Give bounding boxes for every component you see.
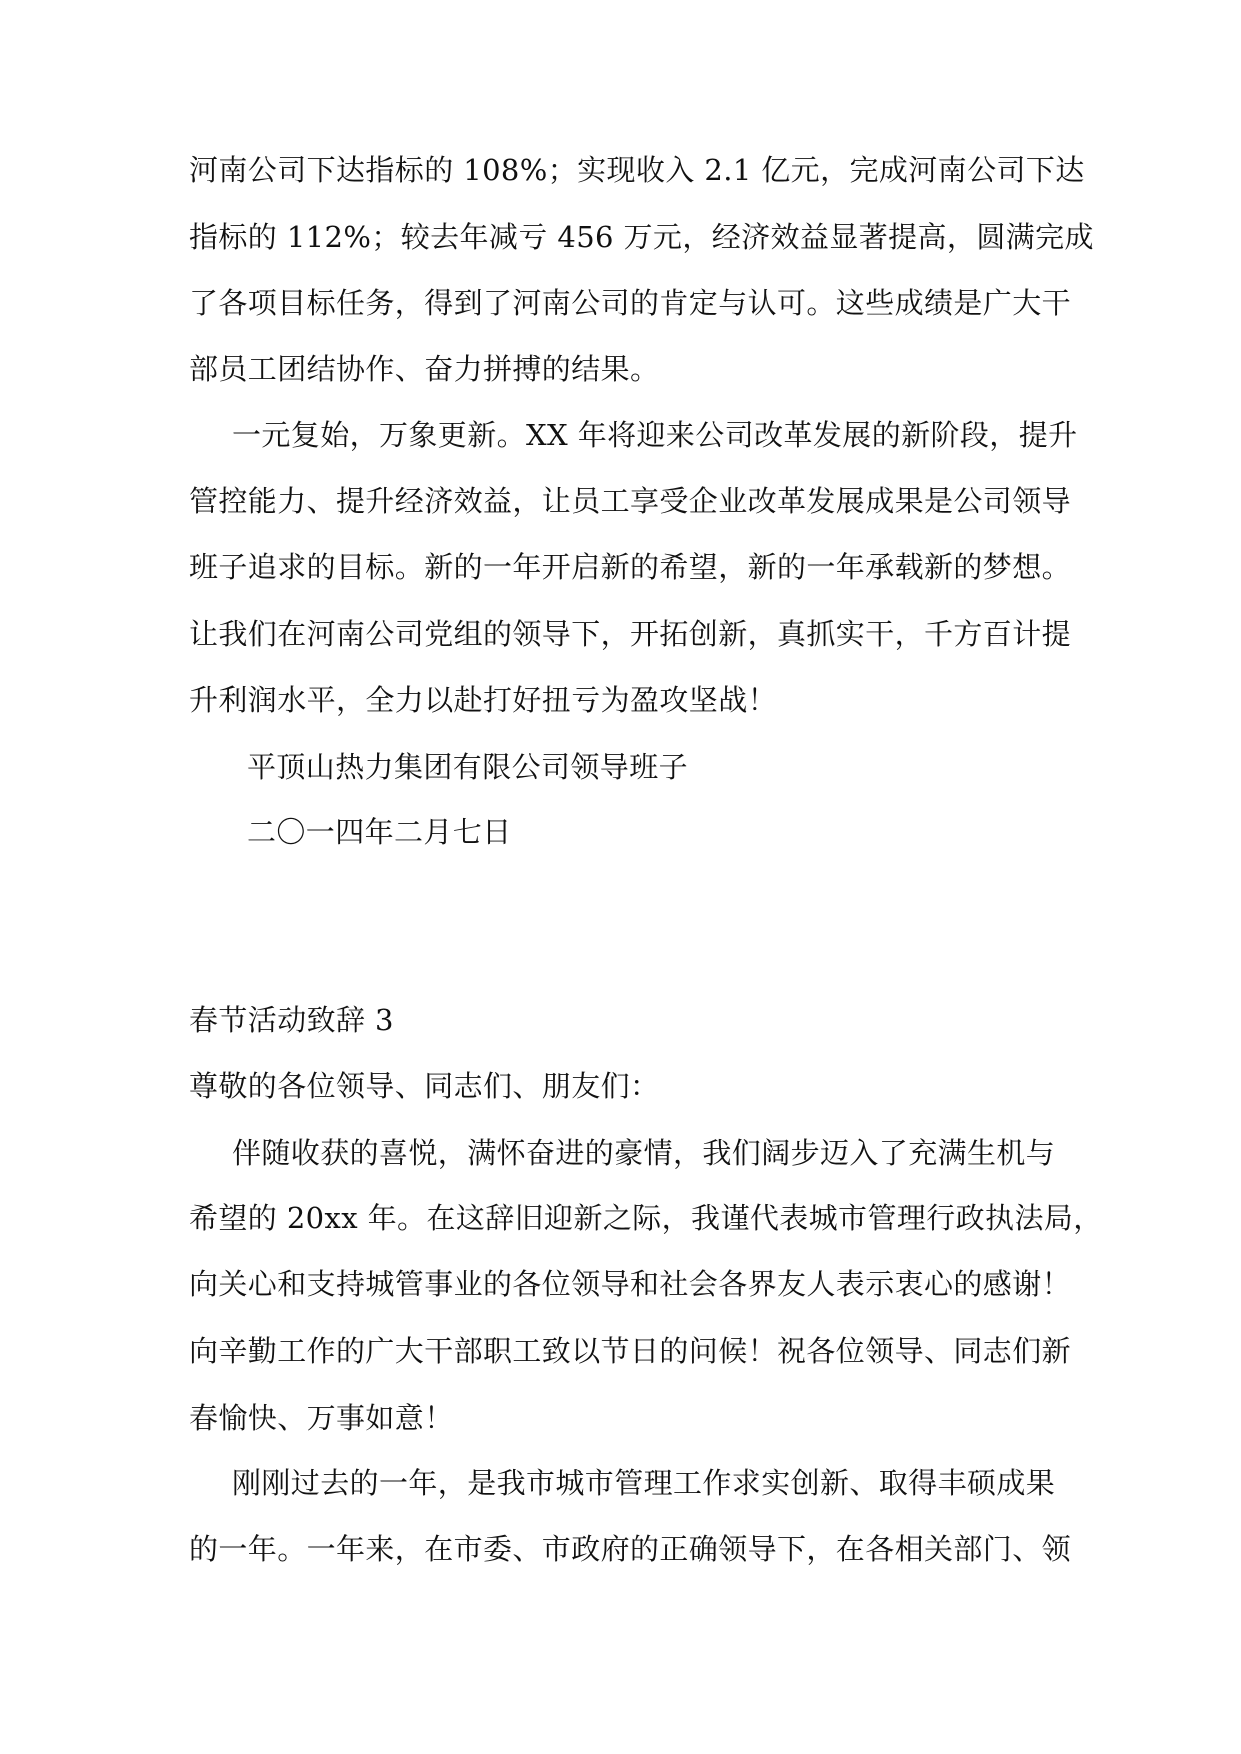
paragraph-line: 河南公司下达指标的 108%；实现收入 2.1 亿元，完成河南公司下达 xyxy=(189,153,1085,187)
salutation: 尊敬的各位领导、同志们、朋友们： xyxy=(189,1069,660,1103)
paragraph-line: 升利润水平，全力以赴打好扭亏为盈攻坚战！ xyxy=(189,683,778,717)
paragraph-line: 向关心和支持城管事业的各位领导和社会各界友人表示衷心的感谢！ xyxy=(189,1267,1072,1301)
paragraph-line: 向辛勤工作的广大干部职工致以节日的问候！祝各位领导、同志们新 xyxy=(189,1334,1072,1368)
paragraph-line: 了各项目标任务，得到了河南公司的肯定与认可。这些成绩是广大干 xyxy=(189,286,1072,320)
paragraph-line: 春愉快、万事如意！ xyxy=(189,1401,454,1435)
signature-date: 二〇一四年二月七日 xyxy=(247,815,512,849)
paragraph-line: 希望的 20xx 年。在这辞旧迎新之际，我谨代表城市管理行政执法局， xyxy=(189,1201,1103,1235)
section-title: 春节活动致辞 3 xyxy=(189,1003,394,1037)
paragraph-line: 一元复始，万象更新。XX 年将迎来公司改革发展的新阶段，提升 xyxy=(232,418,1078,452)
paragraph-line: 刚刚过去的一年，是我市城市管理工作求实创新、取得丰硕成果 xyxy=(232,1466,1056,1500)
paragraph-line: 管控能力、提升经济效益，让员工享受企业改革发展成果是公司领导 xyxy=(189,484,1072,518)
paragraph-line: 的一年。一年来，在市委、市政府的正确领导下，在各相关部门、领 xyxy=(189,1532,1072,1566)
paragraph-line: 班子追求的目标。新的一年开启新的希望，新的一年承载新的梦想。 xyxy=(189,550,1072,584)
signature-organization: 平顶山热力集团有限公司领导班子 xyxy=(247,750,689,784)
paragraph-line: 让我们在河南公司党组的领导下，开拓创新，真抓实干，千方百计提 xyxy=(189,617,1072,651)
paragraph-line: 部员工团结协作、奋力拼搏的结果。 xyxy=(189,352,660,386)
paragraph-line: 指标的 112%；较去年减亏 456 万元，经济效益显著提高，圆满完成 xyxy=(189,220,1094,254)
paragraph-line: 伴随收获的喜悦，满怀奋进的豪情，我们阔步迈入了充满生机与 xyxy=(232,1136,1056,1170)
